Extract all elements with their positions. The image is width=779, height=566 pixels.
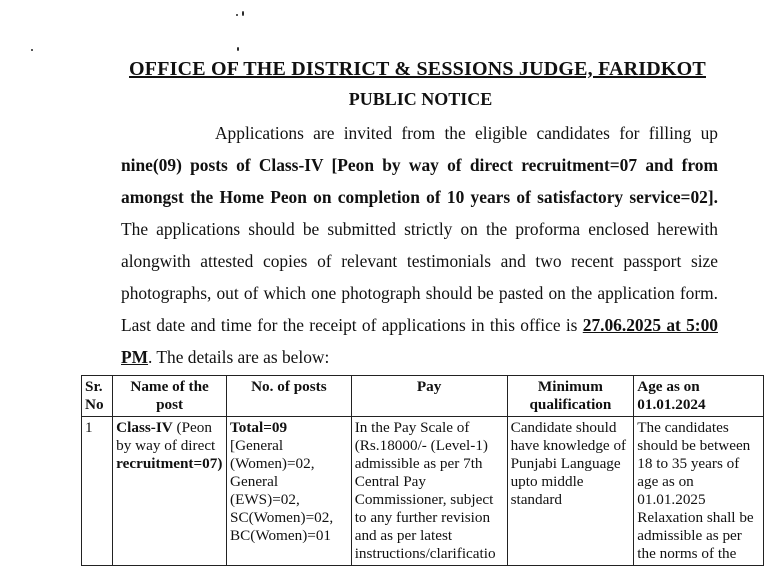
- post-name-count: recruitment=07): [116, 455, 223, 472]
- cell-sr: 1: [82, 417, 113, 566]
- office-title: OFFICE OF THE DISTRICT & SESSIONS JUDGE, FARIDKOT: [129, 58, 706, 80]
- header-age: Age as on 01.01.2024: [634, 376, 764, 417]
- paragraph-intro: Applications are invited from the eligible candidates for filling up: [215, 123, 718, 143]
- cell-post-name: [113, 417, 227, 566]
- paragraph-end: . The details are as below:: [148, 347, 330, 367]
- paragraph-instructions: The applications should be submitted strictly on the proforma enclosed herewith alongwith attested copies of relevant testimonials and two recent passport size photographs, out of which one photograph should be pasted on the application form. Last date and time for the receipt of applications in this office is: [121, 219, 718, 335]
- table-row: [82, 417, 764, 566]
- cell-age: The candidates should be between 18 to 35 years of age as on 01.01.2025 Relaxation shall be admissible as per the norms of the: [634, 417, 764, 566]
- last-date: 27.06.2025 at 5:00 PM: [121, 315, 718, 367]
- posts-breakdown: [General (Women)=02, General (EWS)=02, SC(Women)=02, BC(Women)=01: [230, 437, 334, 544]
- cell-qualification: Candidate should have knowledge of Punjabi Language upto middle standard: [507, 417, 634, 566]
- header-pay: Pay: [351, 376, 507, 417]
- post-name-bold: Class-IV: [116, 419, 173, 436]
- post-name-text: (Peon by way of direct: [116, 419, 216, 454]
- header-qualification: Minimum qualification: [507, 376, 634, 417]
- scan-speck: [31, 49, 33, 51]
- header-no-of-posts: No. of posts: [227, 376, 352, 417]
- posts-total: Total=09: [230, 419, 288, 436]
- scan-speck: [242, 11, 244, 16]
- cell-no-of-posts: [227, 417, 352, 566]
- scan-speck: [236, 14, 238, 16]
- notice-paragraph: [121, 117, 718, 373]
- notice-heading: PUBLIC NOTICE: [348, 89, 493, 109]
- table-header-row: [82, 376, 764, 417]
- scan-speck: [237, 47, 239, 51]
- header-sr-no: Sr. No: [82, 376, 113, 417]
- details-table: [81, 375, 764, 566]
- cell-pay: In the Pay Scale of (Rs.18000/- (Level-1) admissible as per 7th Central Pay Commissioner, subject to any further revision and as per latest instructions/clarificatio: [351, 417, 507, 566]
- header-post-name: Name of the post: [113, 376, 227, 417]
- paragraph-posts-detail: nine(09) posts of Class-IV [Peon by way of direct recruitment=07 and from amongst the Home Peon on completion of 10 years of satisfactory service=02].: [121, 155, 718, 207]
